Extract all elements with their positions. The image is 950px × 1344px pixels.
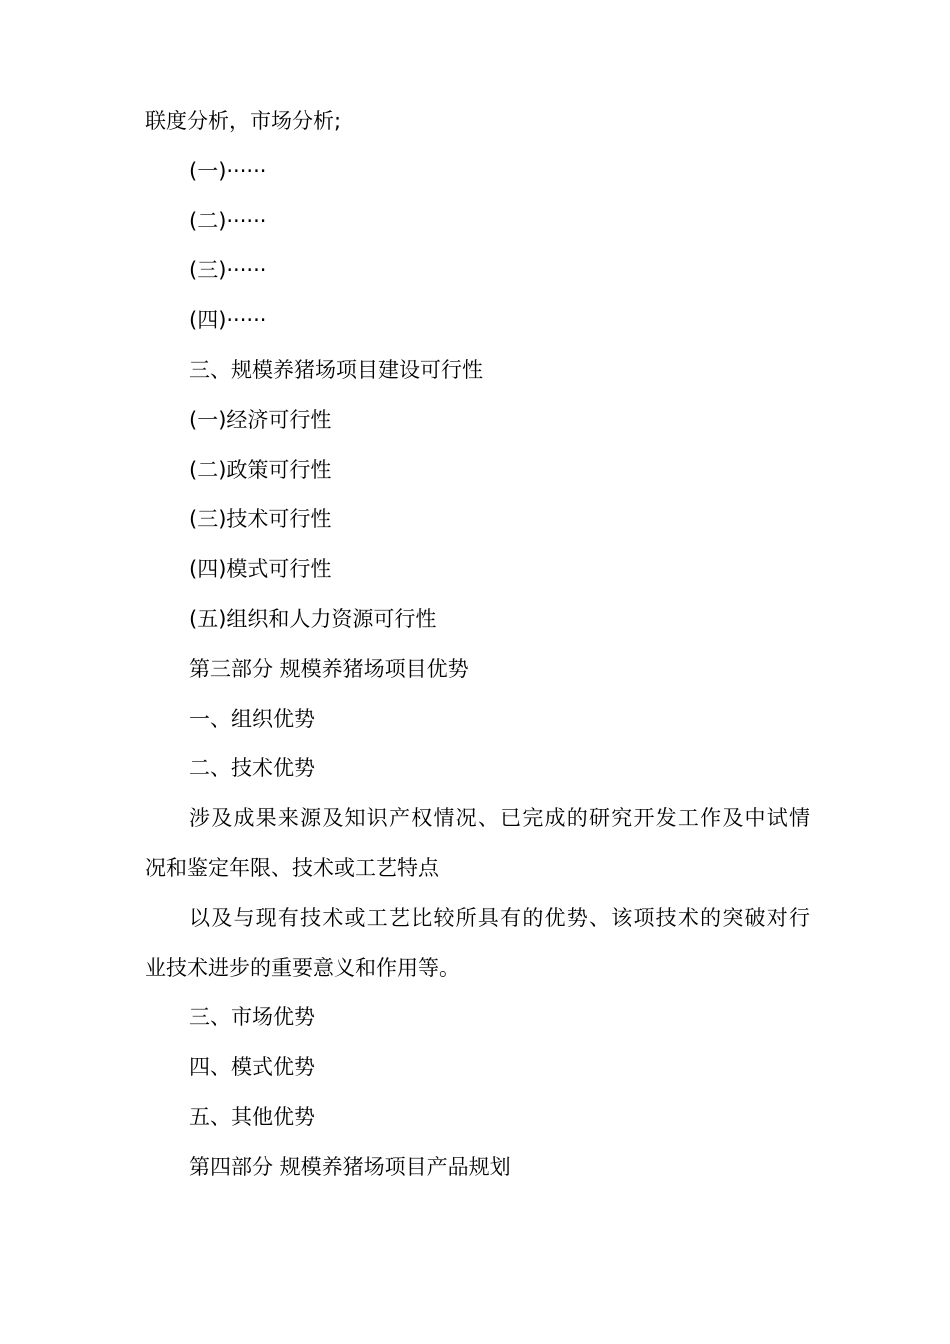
paragraph-line: 业技术进步的重要意义和作用等。 [145, 955, 460, 980]
section-heading: 五、其他优势 [189, 1104, 315, 1129]
part-heading: 第三部分 规模养猪场项目优势 [189, 656, 469, 681]
section-heading: 三、市场优势 [189, 1005, 315, 1030]
list-item: (一)······ [189, 158, 267, 183]
section-heading: 二、技术优势 [189, 756, 315, 781]
document-body [145, 97, 810, 1193]
list-item: (二)······ [189, 208, 267, 233]
section-heading: 三、规模养猪场项目建设可行性 [189, 357, 483, 382]
list-item: (一)经济可行性 [189, 407, 332, 432]
list-item: (三)技术可行性 [189, 507, 332, 532]
list-item: (四)······ [189, 308, 267, 333]
paragraph-line: 涉及成果来源及知识产权情况、已完成的研究开发工作及中试情 [189, 806, 810, 831]
paragraph-line: 况和鉴定年限、技术或工艺特点 [145, 855, 439, 880]
list-item: (四)模式可行性 [189, 557, 332, 582]
text-line: 联度分析，市场分析; [145, 109, 342, 133]
paragraph-line: 以及与现有技术或工艺比较所具有的优势、该项技术的突破对行 [189, 905, 810, 930]
list-item: (五)组织和人力资源可行性 [189, 606, 437, 631]
part-heading: 第四部分 规模养猪场项目产品规划 [189, 1154, 511, 1179]
list-item: (二)政策可行性 [189, 457, 332, 482]
list-item: (三)······ [189, 258, 267, 283]
section-heading: 四、模式优势 [189, 1055, 315, 1080]
section-heading: 一、组织优势 [189, 706, 315, 731]
